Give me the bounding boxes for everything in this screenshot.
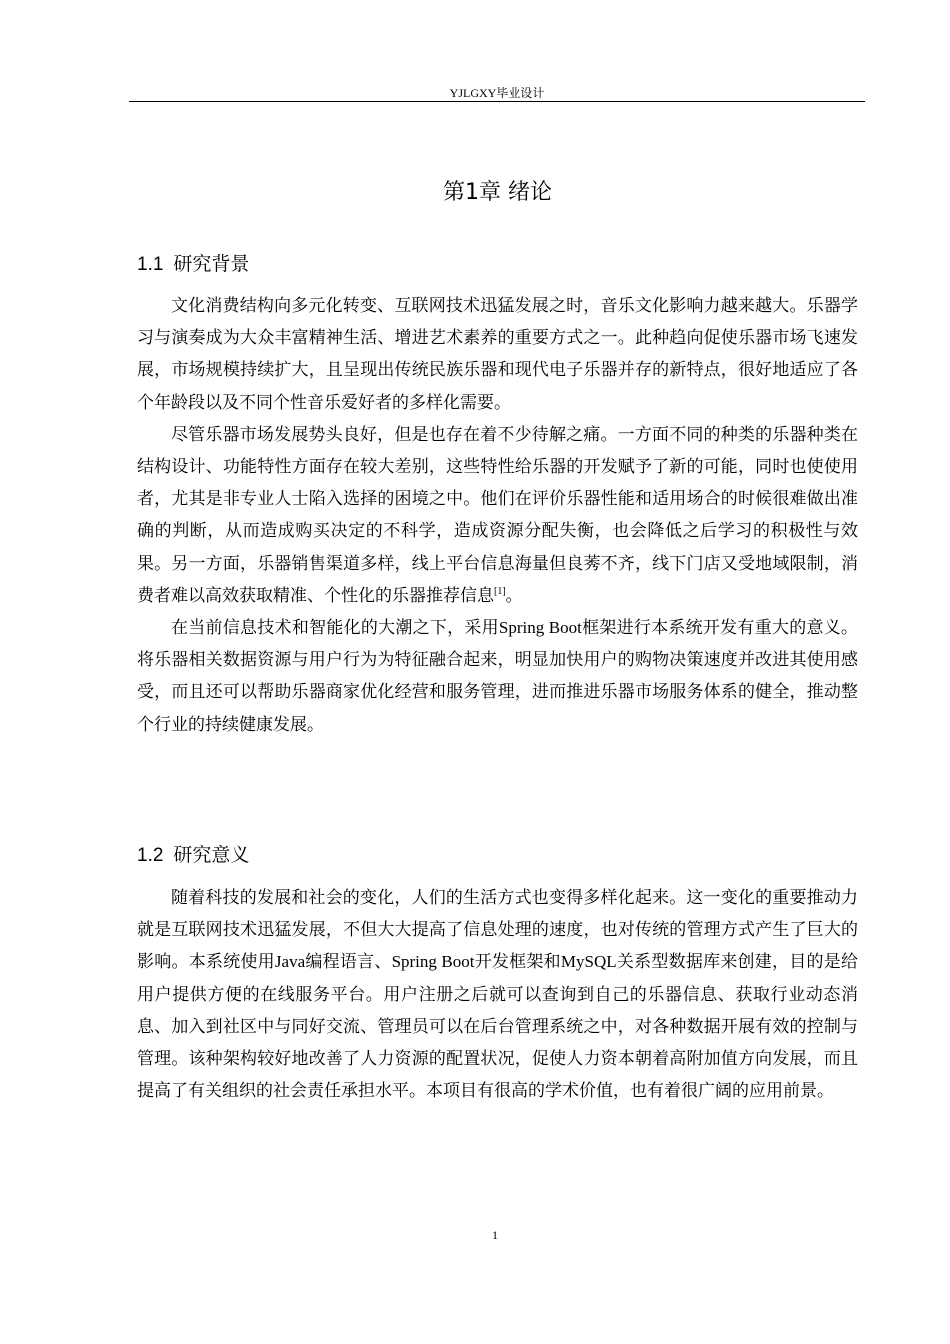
section-1-2-body xyxy=(137,882,858,1107)
header-text: YJLGXY毕业设计 xyxy=(449,86,545,100)
section-number: 1.2 xyxy=(137,845,164,866)
section-heading-1-1 xyxy=(137,250,249,279)
section-heading-1-2 xyxy=(137,841,249,870)
page-header xyxy=(129,86,865,102)
page-number: 1 xyxy=(492,1228,498,1242)
section-title-text: 研究背景 xyxy=(173,253,250,275)
paragraph-text: 尽管乐器市场发展势头良好，但是也存在着不少待解之痛。一方面不同的种类的乐器种类在结构设计、功能特性方面存在较大差别，这些特性给乐器的开发赋予了新的可能，同时也使使用者，尤其是非专业人士陷入选择的困境之中。他们在评价乐器性能和适用场合的时候很难做出准确的判断，从而造成购买决定的不科学，造成资源分配失衡，也会降低之后学习的积极性与效果。另一方面，乐器销售渠道多样，线上平台信息海量但良莠不齐，线下门店又受地域限制，消费者难以高效获取精准、个性化的乐器推荐信息 xyxy=(137,424,858,605)
paragraph-tail: 。 xyxy=(505,585,523,605)
section-1-1-body xyxy=(137,290,858,741)
paragraph-text: 在当前信息技术和智能化的大潮之下，采用Spring Boot框架进行本系统开发有重大的意义。将乐器相关数据资源与用户行为为特征融合起来，明显加快用户的购物决策速度并改进其使用感受，而且还可以帮助乐器商家优化经营和服务管理，进而推进乐器市场服务体系的健全，推动整个行业的持续健康发展。 xyxy=(137,618,858,734)
paragraph xyxy=(137,419,858,612)
chapter-title: 第1章 绪论 xyxy=(443,180,552,205)
section-number: 1.1 xyxy=(137,254,164,275)
paragraph xyxy=(137,612,858,741)
paragraph-text: 文化消费结构向多元化转变、互联网技术迅猛发展之时，音乐文化影响力越来越大。乐器学习与演奏成为大众丰富精神生活、增进艺术素养的重要方式之一。此种趋向促使乐器市场飞速发展，市场规模持续扩大，且呈现出传统民族乐器和现代电子乐器并存的新特点，很好地适应了各个年龄段以及不同个性音乐爱好者的多样化需要。 xyxy=(137,296,858,412)
paragraph xyxy=(137,290,858,419)
citation-marker: [1] xyxy=(494,585,506,597)
paragraph-text: 随着科技的发展和社会的变化，人们的生活方式也变得多样化起来。这一变化的重要推动力就是互联网技术迅猛发展，不但大大提高了信息处理的速度，也对传统的管理方式产生了巨大的影响。本系统使用Java编程语言、Spring Boot开发框架和MySQL关系型数据库来创建，目的是给用户提供方便的在线服务平台。用户注册之后就可以查询到自己的乐器信息、获取行业动态消息、加入到社区中与同好交流、管理员可以在后台管理系统之中，对各种数据开展有效的控制与管理。该种架构较好地改善了人力资源的配置状况，促使人力资本朝着高附加值方向发展，而且提高了有关组织的社会责任承担水平。本项目有很高的学术价值，也有着很广阔的应用前景。 xyxy=(137,888,858,1101)
section-title-text: 研究意义 xyxy=(173,844,250,866)
paragraph xyxy=(137,882,858,1107)
